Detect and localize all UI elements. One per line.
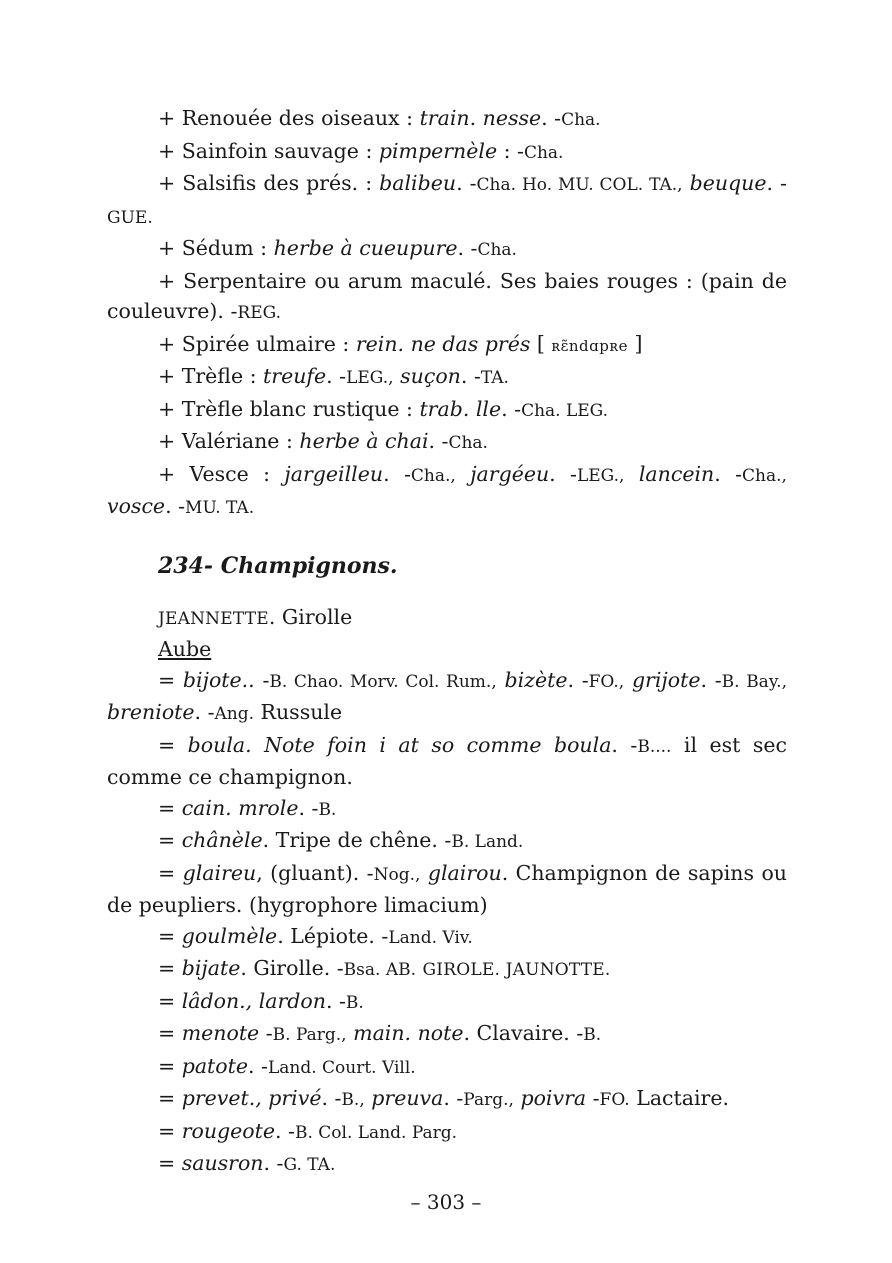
locality-abbrev: B., [341, 1090, 365, 1110]
locality-abbrev: Cha. [561, 110, 601, 130]
locality-abbrev: Cha. [448, 433, 488, 453]
entry-text: . - [460, 364, 481, 388]
entry-text: . Lépiote. - [277, 923, 389, 948]
entry-text: . Girolle. - [240, 956, 344, 980]
entry-text: + Serpentaire ou arum maculé. Ses baies rouges : (pain de couleuvre). - [107, 268, 787, 323]
dialect-term: suçon [400, 364, 461, 388]
dialect-term: lancein [638, 461, 715, 486]
entry-text: . - [325, 988, 346, 1013]
entry-spiree [107, 329, 787, 362]
locality-abbrev: B. Land. [451, 832, 524, 852]
entry-text: Russule [254, 700, 343, 724]
entry-text: . - [457, 236, 478, 260]
locality-abbrev: B. [345, 992, 364, 1013]
locality-abbrev: FO. [599, 1090, 630, 1110]
entry-text: + Sainfoin sauvage : [158, 138, 379, 163]
dialect-term: boula. Note foin i at so comme boula [187, 732, 612, 757]
phonetic-transcription: ʀɛ̃ndɑpʀe [551, 336, 628, 355]
locality-abbrev: B. Bay., [721, 671, 787, 692]
entry-sausron [107, 1148, 787, 1181]
entry-text: + Salsifis des prés. : [158, 171, 380, 195]
locality-abbrev: Cha., [742, 465, 787, 486]
entry-salsifis [107, 168, 787, 233]
dialect-term: main. note [353, 1021, 464, 1045]
entry-text: . - [194, 700, 215, 724]
locality-abbrev: TA. [480, 368, 509, 388]
dialect-term: treufe [263, 364, 327, 388]
headword: GIROLE. JAUNOTTE. [422, 960, 611, 980]
region-label [107, 634, 787, 665]
entry-text: - [254, 667, 270, 692]
dialect-term: glaireu [182, 860, 257, 885]
entry-prevet [107, 1083, 787, 1116]
dialect-term: rein. ne das prés [355, 331, 531, 356]
locality-abbrev: Nog., [373, 864, 421, 885]
entry-text: , (gluant). - [256, 860, 374, 885]
entry-text: + Valériane : [158, 429, 300, 453]
entry-trefle [107, 361, 787, 394]
entry-text: . Champignon de sapins ou de peupliers. (hygrophore limacium) [107, 860, 787, 917]
entry-text: : - [497, 138, 524, 163]
dialect-term: glairou [427, 860, 502, 885]
entry-text: + Spirée ulmaire : [158, 331, 356, 356]
locality-abbrev: LEG., [576, 465, 625, 486]
dialect-term: grijote [631, 667, 701, 692]
locality-abbrev: MU. TA. [185, 498, 255, 518]
entry-text: = [158, 795, 182, 820]
locality-abbrev: LEG., [346, 368, 394, 388]
entry-renouee [107, 103, 787, 136]
entry-menote [107, 1018, 787, 1051]
entry-text: - [586, 1086, 600, 1110]
entry-goulmele [107, 921, 787, 954]
dialect-term: train. nesse [419, 106, 542, 130]
locality-abbrev: Cha. LEG. [521, 400, 609, 421]
section-spacer [107, 590, 787, 602]
entry-text: . - [275, 1118, 295, 1143]
entry-text: . - [326, 364, 347, 388]
entry-glaireu [107, 858, 787, 921]
entry-text: . - [541, 106, 562, 130]
entry-text: = [158, 667, 183, 692]
entry-text: = [158, 732, 188, 757]
entry-boula [107, 730, 787, 793]
dialect-term: lâdon., lardon [181, 988, 326, 1013]
dialect-term: sausron [181, 1151, 264, 1175]
locality-abbrev: Bsa. AB. [343, 960, 416, 980]
entry-chanele [107, 825, 787, 858]
entry-text: + Vesce : [158, 461, 285, 486]
dialect-term: prevet., privé [181, 1086, 322, 1110]
entry-text: . - [321, 1086, 342, 1110]
entry-text: . - [383, 461, 411, 486]
dialect-term: vosce [107, 494, 166, 518]
entry-text: . - [443, 1086, 464, 1110]
entry-text: = [158, 956, 182, 980]
entry-trefle-blanc [107, 394, 787, 427]
entry-text: = [158, 1086, 182, 1110]
headword: JEANNETTE [158, 608, 269, 629]
locality-abbrev: Parg., [463, 1090, 514, 1110]
locality-abbrev: B.... [637, 736, 672, 757]
dialect-term: pimpernèle [378, 138, 498, 163]
dialect-term: balibeu [379, 171, 457, 195]
entry-text: . - [428, 429, 449, 453]
entry-text: = [158, 828, 182, 852]
locality-abbrev: Cha. Ho. MU. COL. TA., [476, 175, 683, 195]
dialect-term: goulmèle [181, 923, 278, 948]
dialect-term: menote [181, 1021, 260, 1045]
dialect-term: preuva [371, 1086, 444, 1110]
dialect-term: trab. lle [419, 396, 502, 421]
entry-rougeote [107, 1116, 787, 1149]
locality-abbrev: B. Col. Land. Parg. [294, 1122, 458, 1143]
entry-text: + Trèfle : [158, 364, 264, 388]
dialect-term: jargéeu [470, 461, 550, 486]
entry-bijate [107, 953, 787, 986]
page-number: – 303 – [410, 1190, 482, 1214]
dialect-term: poivra [520, 1086, 587, 1110]
locality-abbrev: Cha. [477, 240, 517, 260]
entry-text: . - [165, 494, 186, 518]
entry-patote [107, 1051, 787, 1084]
entry-text: + Sédum : [158, 236, 274, 260]
entry-text: = [158, 1151, 182, 1175]
locality-abbrev: Cha. [523, 142, 564, 163]
entry-text: = [158, 860, 183, 885]
entry-text: . - [549, 461, 577, 486]
region-name: Aube [158, 637, 212, 661]
entry-jeannette [107, 602, 787, 635]
dialect-term: herbe à chai [299, 429, 429, 453]
dialect-term: patote [181, 1053, 248, 1078]
entry-text: + Trèfle blanc rustique : [158, 396, 420, 421]
entry-text: . - [248, 1053, 268, 1078]
locality-abbrev: G. TA. [283, 1155, 336, 1175]
entry-text: . - [611, 732, 638, 757]
section-heading: 234- Champignons. [158, 552, 398, 579]
entry-text: il est sec comme ce champignon. [107, 732, 788, 789]
entry-ladon [107, 986, 787, 1019]
dialect-term: rougeote [181, 1118, 276, 1143]
entry-text: = [158, 923, 182, 948]
page-body [107, 103, 787, 1181]
entry-text: . - [456, 171, 477, 195]
entry-valeriane [107, 426, 787, 459]
dialect-term: breniote [107, 700, 195, 724]
dialect-term: bizète [504, 667, 568, 692]
dialect-term: jargeilleu [284, 461, 384, 486]
entry-text: . - [567, 667, 589, 692]
locality-abbrev: Cha., [410, 465, 456, 486]
entry-text: + Renouée des oiseaux : [158, 106, 420, 130]
locality-abbrev: B. [583, 1025, 602, 1045]
entry-text: . Girolle [268, 604, 353, 629]
locality-abbrev: B. [318, 799, 337, 820]
entry-text: . Tripe de chêne. - [262, 828, 452, 852]
entry-text: . - [700, 667, 722, 692]
entry-text: . Clavaire. - [463, 1021, 584, 1045]
locality-abbrev: Land. Court. Vill. [267, 1057, 416, 1078]
locality-abbrev: Land. Viv. [388, 927, 473, 948]
dialect-term: bijate [181, 956, 241, 980]
entry-serpentaire [107, 266, 787, 329]
entry-sainfoin [107, 136, 787, 169]
entry-text: . - [766, 171, 787, 195]
entry-text: Lactaire. [629, 1086, 729, 1110]
locality-abbrev: B. Chao. Morv. Col. Rum., [269, 671, 497, 692]
dialect-term: bijote.. [182, 667, 255, 692]
locality-abbrev: Ang. [214, 704, 255, 724]
entry-text: = [158, 988, 182, 1013]
dialect-term: cain. mrole [181, 795, 299, 820]
locality-abbrev: FO., [588, 671, 625, 692]
entry-cain [107, 793, 787, 826]
entry-text: - [259, 1021, 273, 1045]
entry-sedum [107, 233, 787, 266]
dialect-term: beuque [689, 171, 767, 195]
locality-abbrev: REG. [237, 303, 281, 323]
locality-abbrev: B. Parg., [272, 1025, 347, 1045]
dialect-term: chânèle [181, 828, 263, 852]
entry-text: . - [714, 461, 743, 486]
entry-text: . - [263, 1151, 284, 1175]
entry-text: . - [501, 396, 522, 421]
entry-bijote [107, 665, 787, 730]
locality-abbrev: GUE. [107, 207, 153, 228]
entry-text: = [158, 1118, 182, 1143]
dialect-term: herbe à cueupure [273, 236, 458, 260]
entry-text: = [158, 1053, 182, 1078]
entry-text: = [158, 1021, 182, 1045]
entry-text: . - [298, 795, 319, 820]
entry-vesce [107, 459, 787, 524]
entry-text: [ [530, 331, 552, 356]
entry-text: ] [627, 331, 643, 356]
